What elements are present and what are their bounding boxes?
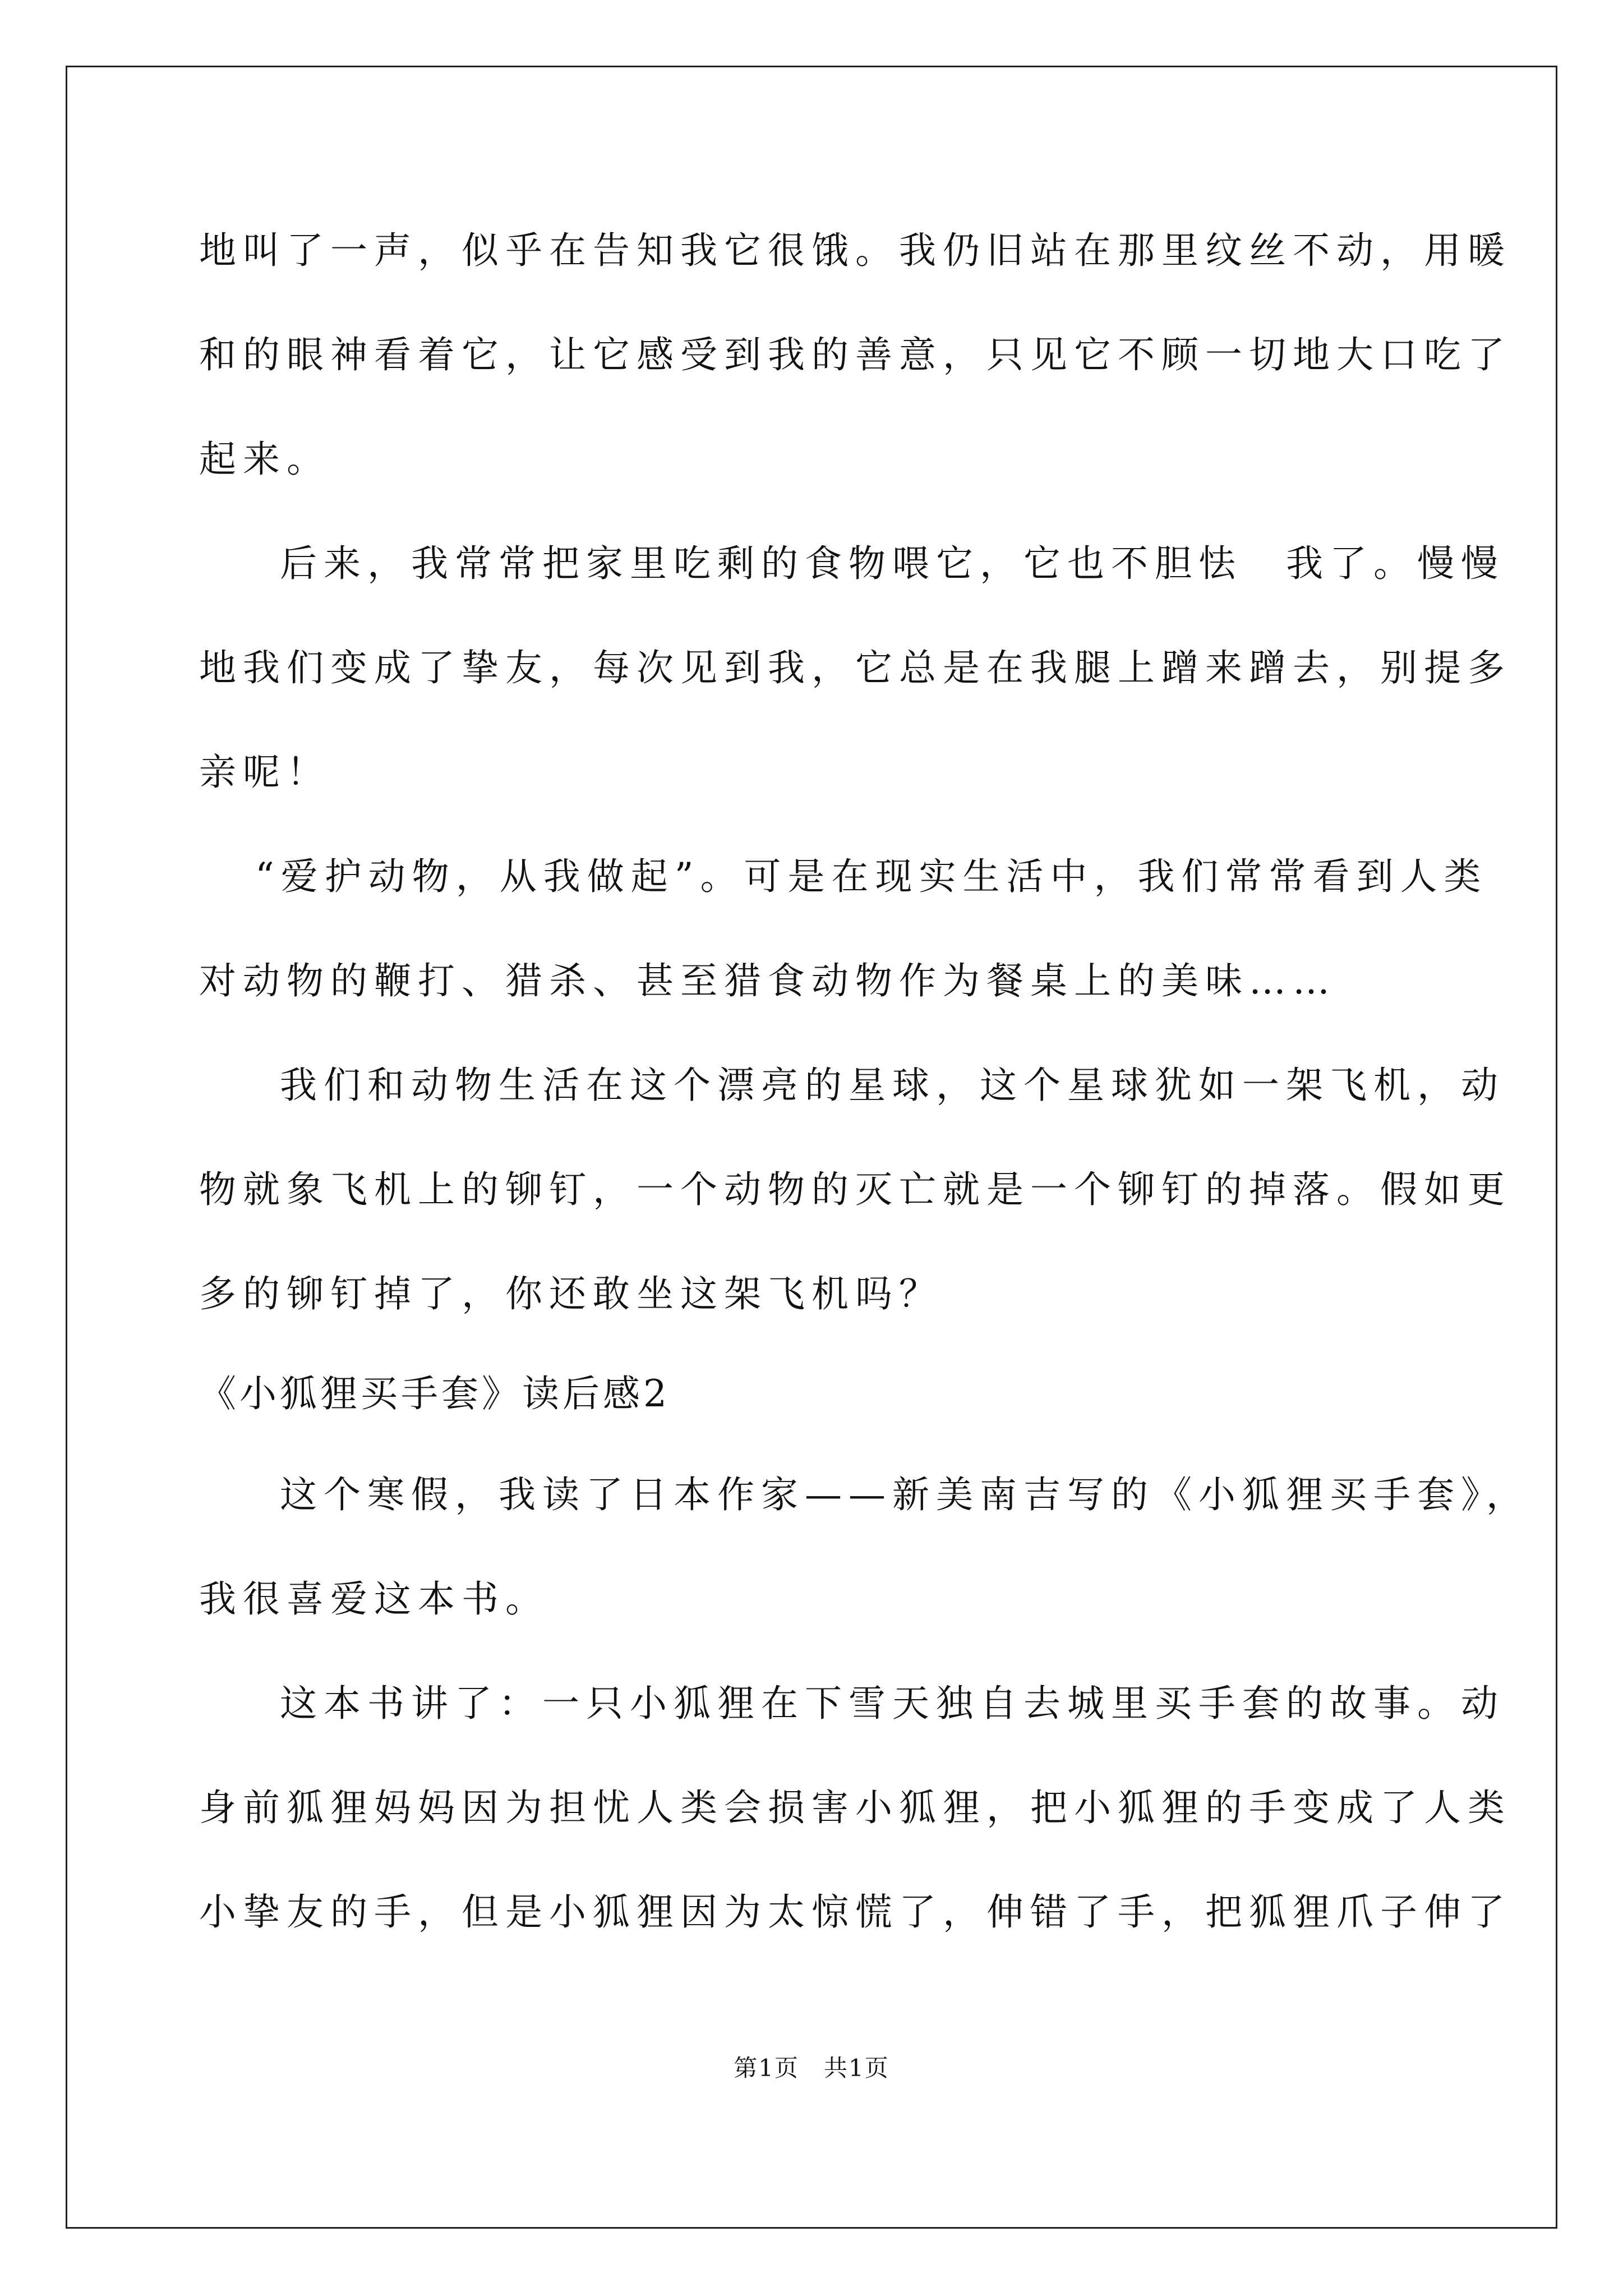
text-line: 我很喜爱这本书。 — [199, 1577, 549, 1621]
text-line: 这个寒假，我读了日本作家——新美南吉写的《小狐狸买手套》， — [280, 1473, 1530, 1516]
text-line: 我们和动物生活在这个漂亮的星球，这个星球犹如一架飞机，动 — [280, 1064, 1505, 1107]
text-line: 和的眼神看着它，让它感受到我的善意，只见它不顾一切地大口吃了 — [199, 333, 1511, 376]
section-heading: 《小狐狸买手套》读后感2 — [199, 1372, 670, 1415]
text-line: 物就象飞机上的铆钉，一个动物的灭亡就是一个铆钉的掉落。假如更 — [199, 1168, 1511, 1211]
text-line: 后来，我常常把家里吃剩的食物喂它，它也不胆怯 我了。慢慢 — [280, 542, 1505, 585]
text-line: 这本书讲了：一只小狐狸在下雪天独自去城里买手套的故事。动 — [280, 1682, 1505, 1725]
text-line: 地叫了一声，似乎在告知我它很饿。我仍旧站在那里纹丝不动，用暖 — [199, 229, 1511, 272]
text-line: 起来。 — [199, 438, 330, 481]
text-line: “爱护动物，从我做起”。可是在现实生活中，我们常常看到人类 — [255, 855, 1488, 898]
text-line: 多的铆钉掉了，你还敢坐这架飞机吗？ — [199, 1272, 943, 1315]
text-line: 对动物的鞭打、猎杀、甚至猎食动物作为餐桌上的美味…… — [199, 959, 1336, 1002]
text-line: 亲呢！ — [199, 751, 330, 794]
text-line: 地我们变成了挚友，每次见到我，它总是在我腿上蹭来蹭去，别提多 — [199, 646, 1511, 689]
text-line: 身前狐狸妈妈因为担忧人类会损害小狐狸，把小狐狸的手变成了人类 — [199, 1786, 1511, 1829]
page-footer: 第1页 共1页 — [734, 2054, 889, 2082]
text-line: 小挚友的手，但是小狐狸因为太惊慌了，伸错了手，把狐狸爪子伸了 — [199, 1890, 1511, 1934]
